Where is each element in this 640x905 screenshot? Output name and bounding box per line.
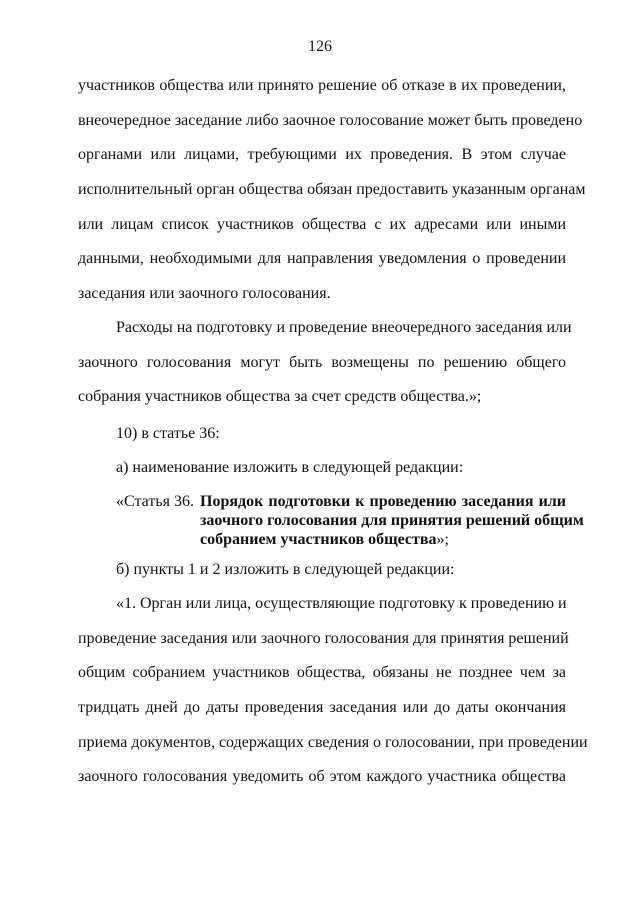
text-line: заседания или заочного голосования. xyxy=(78,285,331,303)
article-title-line xyxy=(200,530,566,549)
article-title-text: собранием участников общества xyxy=(200,531,437,548)
paragraph-point-1 xyxy=(78,594,588,802)
text-line: тридцать дней до даты проведения заседания или до даты окончания xyxy=(78,699,566,717)
paragraph-continuation xyxy=(78,76,586,319)
article-closing: »; xyxy=(436,531,449,548)
item-b: б) пункты 1 и 2 изложить в следующей редакции: xyxy=(116,561,455,578)
text-line: Расходы на подготовку и проведение внеочередного заседания или xyxy=(116,319,572,336)
text-line: или лицам список участников общества с их адресами или иными xyxy=(78,215,566,233)
text-line: заочного голосования могут быть возмещены по решению общего xyxy=(78,353,566,371)
text-line: приема документов, содержащих сведения о голосовании, при проведении xyxy=(78,733,588,751)
text-line: исполнительный орган общества обязан предоставить указанным органам xyxy=(78,181,586,199)
text-line: «1. Орган или лица, осуществляющие подготовку к проведению и xyxy=(116,595,567,612)
text-line: участников общества или принято решение об отказе в их проведении, xyxy=(78,77,566,94)
text-line: общим собранием участников общества, обязаны не позднее чем за xyxy=(78,664,566,682)
text-line: внеочередное заседание либо заочное голосование может быть проведено xyxy=(78,111,583,129)
paragraph-expenses xyxy=(78,318,572,422)
page-number: 126 xyxy=(308,38,332,55)
text-line: органами или лицами, требующими их проведения. В этом случае xyxy=(78,146,566,164)
article-title-line: заочного голосования для принятия решений общим xyxy=(200,512,584,529)
text-line: проведение заседания или заочного голосования для принятия решений xyxy=(78,629,569,647)
text-line: данными, необходимыми для направления уведомления о проведении xyxy=(78,250,566,268)
article-title xyxy=(200,492,584,549)
article-label: «Статья 36. xyxy=(116,493,194,510)
text-line: заочного голосования уведомить об этом каждого участника общества xyxy=(78,768,566,786)
item-10: 10) в статье 36: xyxy=(116,425,220,442)
text-line: собрания участников общества за счет средств общества.»; xyxy=(78,388,482,406)
item-a: а) наименование изложить в следующей редакции: xyxy=(116,459,464,476)
article-title-line: Порядок подготовки к проведению заседания или xyxy=(200,493,566,510)
